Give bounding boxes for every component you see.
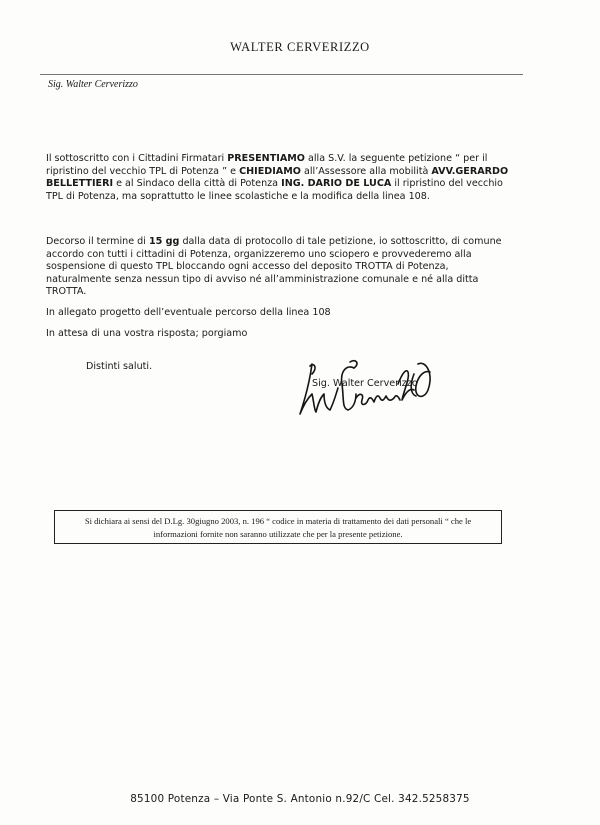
privacy-notice-box	[54, 510, 502, 544]
letterhead-title: WALTER CERVERIZZO	[230, 40, 370, 54]
bold-segment: ING. DARIO DE LUCA	[281, 178, 392, 189]
text-segment: il ripristino del vecchio TPL di Potenza, ma soprattutto le linee scolastiche e la modifica della linea 108.	[46, 178, 503, 202]
awaiting-reply-text: In attesa di una vostra risposta; porgiamo	[46, 328, 248, 339]
text-segment: Decorso il termine di	[46, 236, 149, 247]
attachment-paragraph	[46, 307, 516, 320]
sender-name: Sig. Walter Cerverizzo	[48, 79, 138, 90]
footer-address: 85100 Potenza – Via Ponte S. Antonio n.92/C Cel. 342.5258375	[130, 793, 470, 805]
bold-segment: CHIEDIAMO	[239, 165, 301, 177]
bold-segment: AVV.GERARDO BELLETTIERI	[46, 165, 509, 189]
strike-notice-paragraph	[46, 236, 516, 299]
awaiting-reply-paragraph	[46, 328, 516, 341]
closing-salutation: Distinti saluti.	[86, 361, 153, 372]
privacy-notice-line: Si dichiara ai sensi del D.Lg. 30giugno 2003, n. 196 “ codice in materia di trattamento dei dati personali “ che le	[84, 516, 472, 526]
text-segment: all’Assessore alla mobilità	[300, 165, 432, 177]
text-segment: Il sottoscritto con i Cittadini Firmatari	[46, 153, 228, 164]
attachment-text: In allegato progetto dell’eventuale percorso della linea 108	[46, 307, 331, 318]
bold-segment: PRESENTIAMO	[227, 153, 305, 164]
handwritten-signature	[290, 354, 440, 424]
text-segment: alla S.V. la seguente petizione “ per il ripristino del vecchio TPL di Potenza ” e	[46, 153, 488, 177]
text-segment: dalla data di protocollo di tale petizione, io sottoscritto, di comune accordo con tutti i cittadini di Potenza, organizzeremo uno sciopero e provvederemo alla sospensione di questo TPL bloccando ogni accesso del deposito TROTTA di Potenza, naturalmente senza nessun tipo di avviso né all’amministrazione comunale e né alla ditta TROTTA.	[46, 236, 502, 297]
privacy-notice-line: informazioni fornite non saranno utilizzate che per la presente petizione.	[153, 528, 403, 539]
signatory-name: Sig. Walter Cerverizzo	[312, 378, 418, 389]
header-divider	[40, 74, 523, 75]
text-segment: e al Sindaco della città di Potenza	[113, 178, 282, 189]
petition-paragraph	[46, 153, 516, 203]
bold-segment: 15 gg	[148, 236, 180, 247]
